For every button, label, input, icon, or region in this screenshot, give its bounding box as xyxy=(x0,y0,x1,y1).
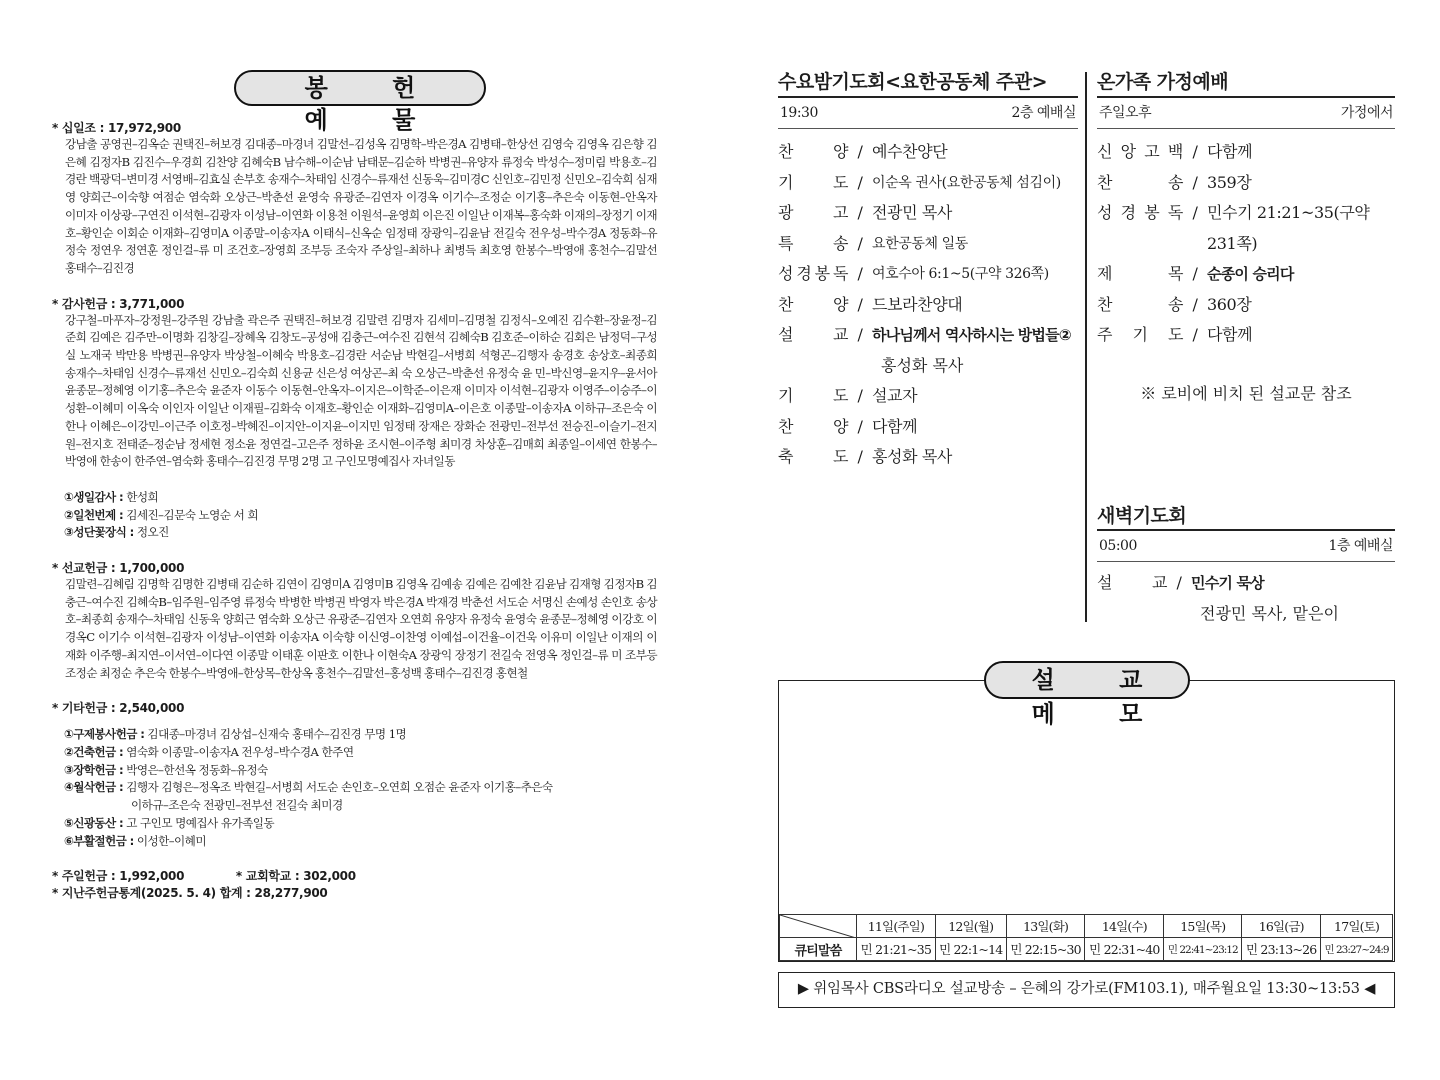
slash-separator: / xyxy=(857,264,863,283)
order-value: 드보라찬양대 xyxy=(872,294,963,314)
order-label: 찬 양 xyxy=(778,294,848,314)
sub-item: ②일천번제 : 김세진–김문숙 노영순 서 희 xyxy=(64,507,259,522)
order-label: 기 도 xyxy=(778,386,848,405)
sub-item: ①구제봉사헌금 : 김대종–마경녀 김상섭–신재숙 홍태수–김진경 무명 1명 xyxy=(64,727,407,742)
slash-separator: / xyxy=(857,172,863,192)
order-value: 다함께 xyxy=(872,416,918,436)
order-value: 예수찬양단 xyxy=(872,142,948,161)
slash-separator: / xyxy=(1176,573,1182,592)
slash-separator: / xyxy=(857,386,863,405)
qt-day: 14일(수) xyxy=(1085,915,1164,938)
order-value: 요한공동체 일동 xyxy=(872,235,968,252)
order-label: 성 경 봉 독 xyxy=(1097,203,1183,222)
order-value: 민수기 묵상 xyxy=(1191,574,1264,592)
qt-day: 12일(월) xyxy=(935,915,1006,938)
family-title: 온가족 가정예배 xyxy=(1097,71,1229,93)
qt-passage: 민 22:15~30 xyxy=(1006,938,1085,961)
slash-separator: / xyxy=(857,142,863,161)
dawn-time: 05:00 xyxy=(1099,538,1137,554)
qt-day: 11일(주일) xyxy=(857,915,936,938)
sunday-total: * 주일헌금 : 1,992,000 xyxy=(52,869,185,884)
order-label: 주 기 도 xyxy=(1097,325,1183,344)
wednesday-order xyxy=(778,137,1078,473)
totals-line xyxy=(52,868,657,885)
thanks-sub-items xyxy=(52,489,657,542)
order-value: 다함께 xyxy=(1207,142,1253,161)
order-value: 설교자 xyxy=(872,386,918,405)
order-value: 하나님께서 역사하시는 방법들② xyxy=(872,326,1071,344)
thanks-names: 강구철–마푸자–강정원–강주원 강남출 곽은주 권택진–허보경 김말련 김명자 김세미–김명철 김정식–오예진 김수환–장윤정–김준희 김예은 김주만–이명화 김창길–장혜옥 김창도–공성애 김충근–여수진 김현석 김혜숙B 김호준–이하순 김회은 남정덕–구성실 노재국 박만용 박병권–유양자 박상철–이혜숙 박용호–김경란 서순남 박현길–서병희 석형곤–김행자 송경호 송상호–최종희 송재수–차태임 신경수–류재선 신민오–김숙희 신용균 신은성 여상곤–최 숙 오상근–박춘선 유정숙 윤 민–박신영–윤지우–윤서아 윤종문–정혜영 이기홍–추은숙 윤준자 이동수 이동현–안옥자–이지은–이학준–이은재 이미자 이석현–김광자 이영주–이승주–이성환–이혜미 이옥숙 이인자 이일난 이재필–김화숙 이재호–황인순 이재화–김영미A–이은호 이종말–이송자A 이하규–조은숙 이한나 이혜은–이강민–이근주 이호정–박혜진–이지안–이지윤–이지민 임정태 장재은 장화순 전광민–전부선 전승진–이슬기–전지원–전지호 전태준–정순남 정세현 정소윤 정연걸–고은주 정하윤 조시현–이주형 최미경 차상훈–김매희 최종일–이세연 한봉수–박영애 한송이 한주연–염숙화 홍태수–김진경 무명 2명 고 구인모명예집사 자녀일동 xyxy=(65,312,657,469)
dawn-service xyxy=(1097,503,1395,629)
dawn-place: 1층 예배실 xyxy=(1328,538,1393,554)
order-row xyxy=(1097,259,1395,290)
diagonal-line-icon xyxy=(780,915,856,938)
qt-table xyxy=(779,914,1393,961)
qt-day: 15일(목) xyxy=(1164,915,1242,938)
order-row xyxy=(778,168,1078,199)
order-value: 전광민 목사 xyxy=(872,203,952,222)
order-row xyxy=(778,198,1078,229)
order-value: 홍성화 목사 xyxy=(872,447,952,466)
order-label: 설 교 xyxy=(1097,573,1167,592)
thanks-heading: * 감사헌금 : 3,771,000 xyxy=(52,296,185,311)
dawn-timebar xyxy=(1097,531,1395,561)
wednesday-timebar xyxy=(778,98,1078,128)
order-label: 찬 송 xyxy=(1097,294,1183,314)
order-value-continued: 홍성화 목사 xyxy=(881,355,964,375)
mission-heading: * 선교헌금 : 1,700,000 xyxy=(52,561,185,576)
order-row xyxy=(778,137,1078,168)
order-row xyxy=(1097,137,1395,168)
qt-passage: 민 21:21~35 xyxy=(857,938,936,961)
order-row xyxy=(778,259,1078,290)
order-row xyxy=(1097,168,1395,199)
slash-separator: / xyxy=(1192,325,1198,344)
order-row xyxy=(778,381,1078,412)
order-label: 신 앙 고 백 xyxy=(1097,142,1183,161)
slash-separator: / xyxy=(1192,264,1198,283)
order-row xyxy=(778,442,1078,473)
offering-section xyxy=(52,70,657,902)
wednesday-time: 19:30 xyxy=(780,105,818,121)
sub-item: ⑥부활절헌금 : 이성한–이혜미 xyxy=(64,833,206,848)
order-label: 성 경 봉 독 xyxy=(778,264,848,283)
wednesday-place: 2층 예배실 xyxy=(1011,105,1076,121)
other-heading: * 기타헌금 : 2,540,000 xyxy=(52,701,185,716)
sub-item: ①생일감사 : 한성희 xyxy=(64,489,159,504)
order-row xyxy=(778,290,1078,321)
order-row xyxy=(1097,568,1395,599)
qt-row-label: 큐티말씀 xyxy=(780,938,857,961)
family-service xyxy=(1097,68,1395,404)
slash-separator: / xyxy=(1192,142,1198,161)
family-place: 가정에서 xyxy=(1340,105,1393,121)
qt-corner-cell xyxy=(780,915,857,938)
qt-passage: 민 22:31~40 xyxy=(1085,938,1164,961)
order-row xyxy=(1097,320,1395,351)
order-label: 축 도 xyxy=(778,447,848,466)
tithe-heading: * 십일조 : 17,972,900 xyxy=(52,121,181,135)
order-value-continued: 전광민 목사, 맡은이 xyxy=(1200,603,1339,623)
qt-passage: 민 23:27~24:9 xyxy=(1321,938,1393,961)
tithe-names: 강남출 공영권–김옥순 권택진–허보경 김대종–마경녀 김말선–김성옥 김명학–박은경A 김병태–한상선 김영숙 김영옥 김은향 김은혜 김정자B 김진수–우경희 김찬양 김혜숙B 남수해–이순남 남태문–김순하 박병권–유양자 류정숙 박성수–정미림 박용호–김경란 백광덕–변미경 서영배–김효실 손부호 송재수–차태임 신경수–류재선 신동욱–김미경C 신인호–김민정 신민오–김숙희 심재영 양희근–이숙향 여점순 염숙화 오상근–박춘선 윤영숙 유광준–김연자 이경옥 이기수–조정순 이기홍–추은숙 이동현–안옥자 이미자 이상광–구연진 이석현–김광자 이성남–이연화 이용천 이원석–윤영희 이은진 이일난 이재복–홍숙화 이재의–장정기 이재호–황인순 이회순 이재화–김영미A 이종말–이송자A 이태식–신옥순 임정태 장광익–김윤남 전길숙 전우성–박수경A 정동화–유정숙 정연우 정연훈 정인걸–류 미 조건호–장영희 조부등 조숙자 주상일–최하나 최병득 최호영 한봉수–박영애 홍천수–김말선 홍태수–김진경 xyxy=(65,137,657,275)
slash-separator: / xyxy=(857,325,863,344)
qt-passage: 민 22:41~23:12 xyxy=(1164,938,1242,961)
slash-separator: / xyxy=(857,416,863,436)
wednesday-service xyxy=(778,68,1078,473)
qt-passage: 민 22:1~14 xyxy=(935,938,1006,961)
sub-item: ②건축헌금 : 염숙화 이종말–이송자A 전우성–박수경A 한주연 xyxy=(64,744,354,759)
order-label: 찬 양 xyxy=(778,416,848,436)
family-timebar xyxy=(1097,98,1395,128)
wednesday-title: 수요밤기도회<요한공동체 주관> xyxy=(778,71,1048,93)
order-label: 찬 송 xyxy=(1097,172,1183,192)
qt-days-row xyxy=(780,915,1393,938)
slash-separator: / xyxy=(1192,203,1198,222)
dawn-title: 새벽기도회 xyxy=(1097,505,1187,527)
sub-item: ③성단꽃장식 : 정오진 xyxy=(64,525,169,540)
order-label: 기 도 xyxy=(778,172,848,192)
order-value: 여호수아 6:1~5(구약 326쪽) xyxy=(872,266,1049,282)
family-order xyxy=(1097,137,1395,351)
order-label: 특 송 xyxy=(778,233,848,253)
qt-day: 13일(화) xyxy=(1006,915,1085,938)
family-note: ※ 로비에 비치 된 설교문 참조 xyxy=(1140,383,1352,403)
order-value: 359장 xyxy=(1207,172,1252,192)
order-value: 순종이 승리다 xyxy=(1207,265,1294,283)
order-label: 찬 양 xyxy=(778,142,848,161)
radio-broadcast-notice: ▶ 위임목사 CBS라디오 설교방송 – 은혜의 강가로(FM103.1), 매주월요일 13:30~13:53 ◀ xyxy=(778,972,1395,1008)
order-row xyxy=(1097,198,1395,259)
order-row xyxy=(778,412,1078,443)
order-label: 제 목 xyxy=(1097,264,1183,283)
order-value: 다함께 xyxy=(1207,325,1253,344)
order-label: 설 교 xyxy=(778,325,848,344)
column-divider xyxy=(1085,72,1087,622)
slash-separator: / xyxy=(857,294,863,314)
sub-item: ④월삭헌금 : 김행자 김형은–정옥조 박현길–서병희 서도순 손인호–오연희 오점순 윤준자 이기홍–추은숙 이하규–조은숙 전광민–전부선 전길숙 최미경 xyxy=(64,780,553,813)
slash-separator: / xyxy=(857,447,863,466)
qt-day: 17일(토) xyxy=(1321,915,1393,938)
order-value: 민수기 21:21~35(구약 231쪽) xyxy=(1207,203,1370,253)
other-sub-items xyxy=(52,726,657,850)
school-total: * 교회학교 : 302,000 xyxy=(235,869,356,884)
order-label: 광 고 xyxy=(778,203,848,222)
dawn-order xyxy=(1097,568,1395,629)
slash-separator: / xyxy=(857,203,863,222)
qt-passages-row xyxy=(780,938,1393,961)
sub-item: ③장학헌금 : 박영은–한선옥 정동화–유정숙 xyxy=(64,762,268,777)
slash-separator: / xyxy=(857,233,863,253)
qt-passage: 민 23:13~26 xyxy=(1242,938,1321,961)
order-value: 360장 xyxy=(1207,294,1252,314)
order-row xyxy=(778,229,1078,260)
sermon-memo-title: 설 교 메 모 xyxy=(984,661,1190,699)
mission-names: 김말련–김혜림 김명학 김명한 김병태 김순하 김연이 김영미A 김영미B 김영옥 김예송 김예은 김예찬 김윤남 김재형 김정자B 김충근–여수진 김혜숙B–임주원–임주영 류정숙 박병한 박병권 박영자 박은경A 박재경 박춘선 서도순 서명신 손예성 손인호 송상호–최종희 송재수–차태임 신동욱 양희근 염숙화 오상근 유광준–김연자 오연희 유양자 유정숙 윤영숙 윤종문–정혜영 이강호 이경옥C 이기수 이석현–김광자 이성남–이연화 이송자A 이숙향 이신영–이찬영 이예섭–이건율–이건욱 이유미 이일난 이재의 이재화 이주행–최지연–이서연–이다연 이종말 이태훈 이판호 이한나 이현숙A 장광익 장정기 전길숙 전영옥 정인걸–류 미 조부등 조정순 최정순 추은숙 한봉수–박영애–한상목–한상옥 홍천수–김말선–홍성백 홍태수–김진경 홍현철 xyxy=(65,577,657,680)
slash-separator: / xyxy=(1192,172,1198,192)
slash-separator: / xyxy=(1192,294,1198,314)
sub-item: ⑤신광동산 : 고 구인모 명예집사 유가족일동 xyxy=(64,815,275,830)
family-time: 주일오후 xyxy=(1099,105,1152,121)
order-row xyxy=(778,320,1078,351)
offering-title: 봉 헌 예 물 xyxy=(234,70,486,106)
weekly-stats: * 지난주헌금통계(2025. 5. 4) 합계 : 28,277,900 xyxy=(52,886,328,901)
order-value: 이순옥 권사(요한공동체 섬김이) xyxy=(872,174,1061,191)
order-row xyxy=(1097,290,1395,321)
qt-day: 16일(금) xyxy=(1242,915,1321,938)
